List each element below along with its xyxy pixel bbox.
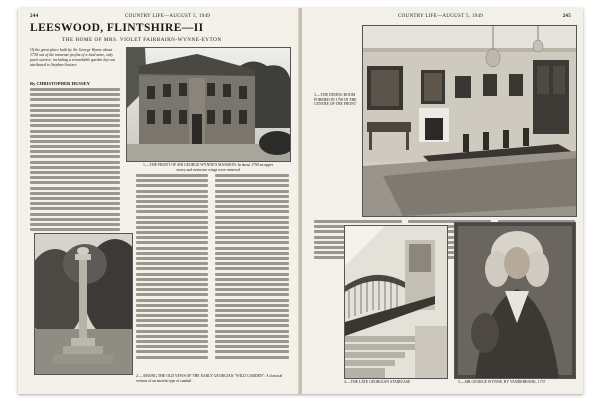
caption-fig2: 2.—AMONG THE OLD YEWS OF THE EARLY GEORGIAN "WILD GARDEN": A classical version of an ancient type of sundial: [136, 374, 283, 383]
magazine-spread: [18, 8, 583, 394]
text-column-3: [215, 174, 289, 361]
caption-fig1: 1.—THE FRONT OF SIR GEORGE WYNNE'S MANSION. In about 1790 an upper storey and extensive wings were removed: [143, 163, 273, 172]
article-title: LEESWOOD, FLINTSHIRE—II: [30, 22, 204, 34]
dining-room-image: [363, 26, 576, 216]
caption-fig5: 5.—SIR GEORGE WYNNE, BY VANDERBANK, 1737: [458, 380, 546, 384]
photo-mansion-front: [126, 47, 291, 162]
mansion-front-image: [127, 48, 290, 161]
right-page: [302, 8, 583, 394]
left-running-title: COUNTRY LIFE—AUGUST 5, 1949: [125, 14, 211, 19]
left-page-number: 244: [30, 14, 39, 19]
article-standfirst: Of the great place built by Sir George Wynne about 1730 out of the immense profits of a lead mine, only parts survive, including a remarkable garden lay-out attributed to Stephen Switzer.: [30, 47, 115, 67]
text-column-1: [30, 88, 120, 233]
article-subtitle: THE HOME OF MRS. VIOLET FAIRBAIRN-WYNNE-EYTON: [62, 37, 222, 43]
yew-garden-image: [35, 234, 132, 374]
photo-portrait: [454, 222, 576, 379]
right-running-title: COUNTRY LIFE—AUGUST 5, 1949: [398, 14, 484, 19]
right-page-number: 245: [562, 14, 571, 19]
staircase-image: [345, 226, 447, 378]
photo-dining-room: [362, 25, 577, 217]
portrait-image: [455, 223, 575, 378]
caption-fig3: 3.—THE DINING-ROOM FORMED IN 1790 IN THE CENTRE OF THE FRONT: [314, 93, 357, 107]
caption-fig4: 4.—THE LATE GEORGIAN STAIRCASE: [344, 380, 411, 384]
photo-yew-garden: [34, 233, 133, 375]
photo-staircase: [344, 225, 448, 379]
article-byline: By CHRISTOPHER HUSSEY: [30, 81, 90, 86]
left-page: [18, 8, 299, 394]
text-column-2: [136, 174, 208, 361]
